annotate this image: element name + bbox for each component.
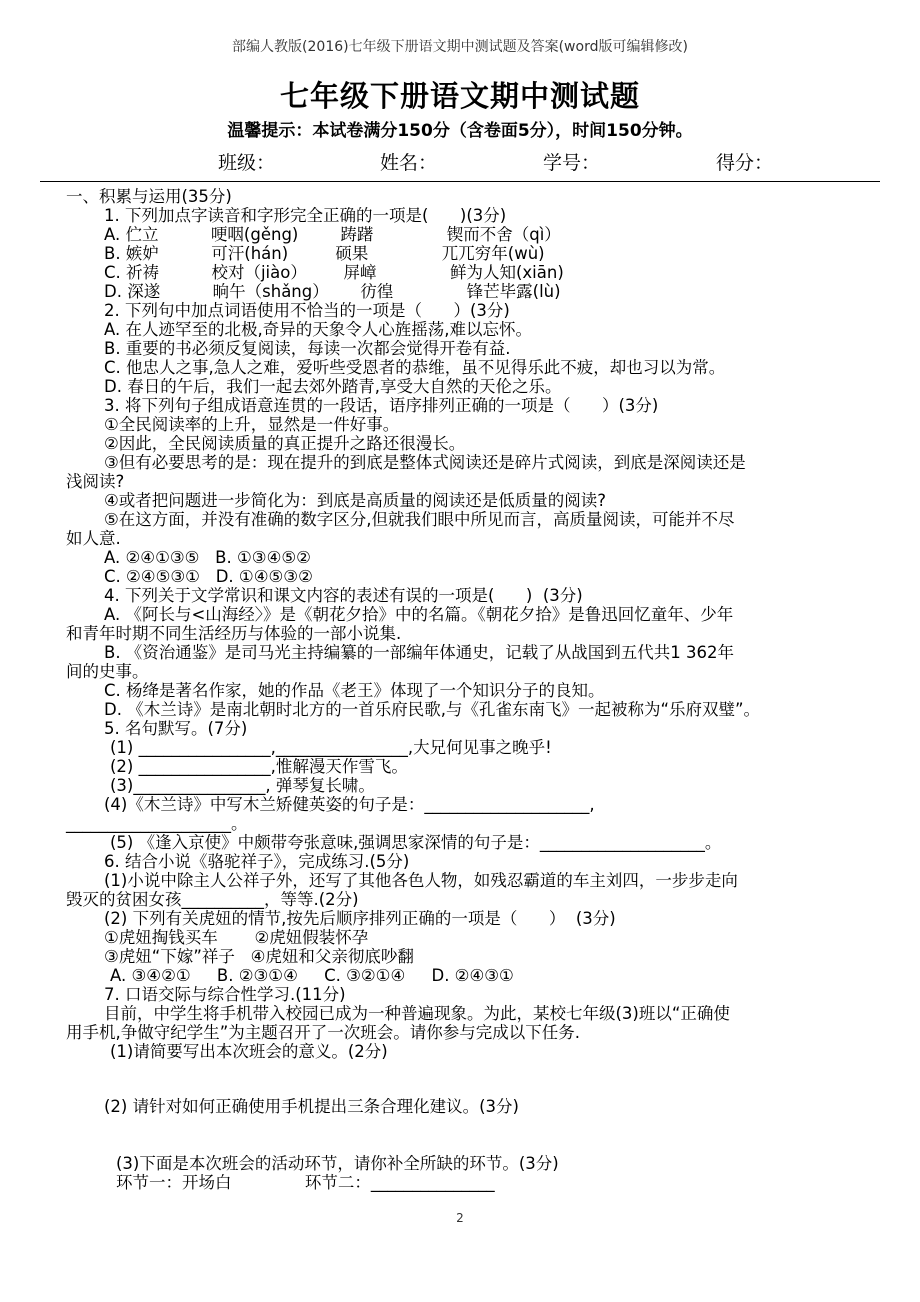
q2-option-d: D. 春日的午后，我们一起去郊外踏青,享受大自然的天伦之乐。 bbox=[104, 377, 562, 396]
q5-item-5: (5) 《逢入京使》中颇带夸张意味,强调思家深情的句子是：____________________。 bbox=[110, 833, 722, 852]
q5-item-4-cont: ____________________。 bbox=[66, 814, 248, 833]
question-1: 1. 下列加点字读音和字形完全正确的一项是( )(3分) bbox=[104, 206, 507, 225]
score-field-label: 得分： bbox=[716, 152, 774, 174]
q7-task-1: (1)请简要写出本次班会的意义。(2分) bbox=[110, 1042, 388, 1061]
info-divider bbox=[40, 181, 880, 182]
q3-options-cd: C. ②④⑤③① D. ①④⑤③② bbox=[104, 567, 313, 586]
question-5: 5. 名句默写。(7分) bbox=[104, 719, 248, 738]
q6-part-1: (1)小说中除主人公祥子外，还写了其他各色人物，如残忍霸道的车主刘四，一步步走向 bbox=[104, 871, 738, 890]
student-number-field-label: 学号： bbox=[543, 152, 601, 174]
question-6: 6. 结合小说《骆驼祥子》，完成练习.(5分) bbox=[104, 852, 410, 871]
q5-item-2: (2) ________________,惟解漫天作雪飞。 bbox=[110, 757, 408, 776]
q3-sentence-2: ②因此，全民阅读质量的真正提升之路还很漫长。 bbox=[104, 434, 466, 453]
q3-sentence-3: ③但有必要思考的是：现在提升的到底是整体式阅读还是碎片式阅读，到底是深阅读还是 bbox=[104, 453, 746, 472]
q7-task-3: (3)下面是本次班会的活动环节，请你补全所缺的环节。(3分) bbox=[116, 1154, 559, 1173]
class-field-label: 班级： bbox=[218, 152, 276, 174]
page-number: 2 bbox=[456, 1211, 464, 1225]
q4-option-b-cont: 间的史事。 bbox=[66, 662, 149, 681]
q3-sentence-5-cont: 如人意. bbox=[66, 529, 121, 548]
q5-item-1: (1) ________________,________________,大兄何见事之晚乎! bbox=[110, 738, 552, 757]
q7-intro: 目前，中学生将手机带入校园已成为一种普遍现象。为此，某校七年级(3)班以“正确使 bbox=[104, 1004, 730, 1023]
q4-option-b: B. 《资治通鉴》是司马光主持编纂的一部编年体通史，记载了从战国到五代共1 362年 bbox=[104, 643, 735, 662]
q4-option-a-cont: 和青年时期不同生活经历与体验的一部小说集. bbox=[66, 624, 402, 643]
q6-part-2: (2) 下列有关虎妞的情节,按先后顺序排列正确的一项是（ ） (3分) bbox=[104, 909, 616, 928]
q2-option-a: A. 在人迹罕至的北极,奇异的天象令人心旌摇荡,难以忘怀。 bbox=[104, 320, 532, 339]
q1-option-a: A. 伫立 哽咽(gěng) 踌躇 锲而不舍（qì） bbox=[104, 225, 561, 244]
q4-option-c: C. 杨绛是著名作家，她的作品《老王》体现了一个知识分子的良知。 bbox=[104, 681, 605, 700]
q6-events-1: ①虎妞掏钱买车 ②虎妞假装怀孕 bbox=[104, 928, 369, 947]
q3-sentence-4: ④或者把问题进一步简化为：到底是高质量的阅读还是低质量的阅读? bbox=[104, 491, 607, 510]
name-field-label: 姓名： bbox=[380, 152, 438, 174]
q4-option-d: D. 《木兰诗》是南北朝时北方的一首乐府民歌,与《孔雀东南飞》一起被称为“乐府双璧”。 bbox=[104, 700, 761, 719]
q1-option-c: C. 祈祷 校对（jiào） 屏嶂 鲜为人知(xiān) bbox=[104, 263, 564, 282]
q6-events-2: ③虎妞“下嫁”祥子 ④虎妞和父亲彻底吵翻 bbox=[104, 947, 414, 966]
section-heading: 一、积累与运用(35分) bbox=[66, 187, 232, 206]
q3-sentence-5: ⑤在这方面，并没有准确的数字区分,但就我们眼中所见而言，高质量阅读，可能并不尽 bbox=[104, 510, 735, 529]
exam-tip: 温馨提示：本试卷满分150分（含卷面5分），时间150分钟。 bbox=[227, 121, 693, 141]
q7-intro-cont: 用手机,争做守纪学生”为主题召开了一次班会。请你参与完成以下任务. bbox=[66, 1023, 581, 1042]
q6-options: A. ③④②① B. ②③①④ C. ③②①④ D. ②④③① bbox=[110, 966, 514, 985]
q6-part-1-cont: 毁灭的贫困女孩__________，等等.(2分) bbox=[66, 890, 359, 909]
q3-sentence-3-cont: 浅阅读? bbox=[66, 472, 125, 491]
q1-option-d: D. 深遂 晌午（shǎng） 彷徨 锋芒毕露(lù) bbox=[104, 282, 561, 301]
document-header: 部编人教版(2016)七年级下册语文期中测试题及答案(word版可编辑修改) bbox=[232, 39, 688, 55]
q7-task-3-steps: 环节一：开场白 环节二：_______________ bbox=[116, 1173, 495, 1192]
question-3: 3. 将下列句子组成语意连贯的一段话，语序排列正确的一项是（ ）(3分) bbox=[104, 396, 659, 415]
question-2: 2. 下列句中加点词语使用不恰当的一项是（ ）(3分) bbox=[104, 301, 510, 320]
q5-item-4: (4)《木兰诗》中写木兰矫健英姿的句子是：____________________, bbox=[104, 795, 595, 814]
q2-option-c: C. 他忠人之事,急人之难，爱听些受恩者的恭维，虽不见得乐此不疲，却也习以为常。 bbox=[104, 358, 726, 377]
q7-task-2: (2) 请针对如何正确使用手机提出三条合理化建议。(3分) bbox=[104, 1097, 519, 1116]
q3-sentence-1: ①全民阅读率的上升，显然是一件好事。 bbox=[104, 415, 400, 434]
q2-option-b: B. 重要的书必须反复阅读，每读一次都会觉得开卷有益. bbox=[104, 339, 511, 358]
question-4: 4. 下列关于文学常识和课文内容的表述有误的一项是( ) (3分) bbox=[104, 586, 583, 605]
question-7: 7. 口语交际与综合性学习.(11分) bbox=[104, 985, 346, 1004]
q1-option-b: B. 嫉妒 可汗(hán) 硕果 兀兀穷年(wù) bbox=[104, 244, 545, 263]
exam-title: 七年级下册语文期中测试题 bbox=[279, 79, 640, 113]
q3-options-ab: A. ②④①③⑤ B. ①③④⑤② bbox=[104, 548, 311, 567]
q4-option-a: A. 《阿长与<山海经〉》是《朝花夕拾》中的名篇。《朝花夕拾》是鲁迅回忆童年、少年 bbox=[104, 605, 734, 624]
q5-item-3: (3)________________, 弹琴复长啸。 bbox=[110, 776, 375, 795]
